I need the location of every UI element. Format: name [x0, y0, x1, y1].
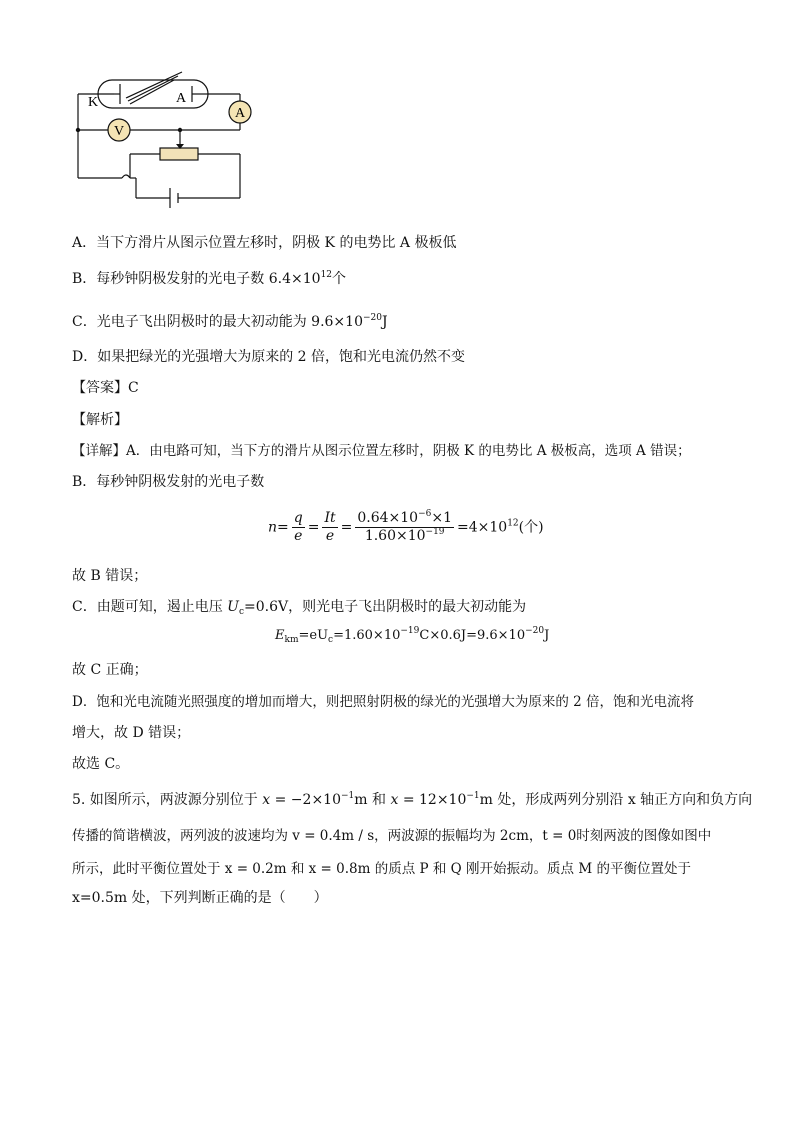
question-5-line2: 传播的简谐横波，两列波的波速均为 v = 0.4m / s，两波源的振幅均为 2cm，t = 0时刻两波的图像如图中	[72, 828, 712, 844]
detail-c: C．由题可知，遏止电压 $U_c=0.6V$，则光电子飞出阴极时的最大初动能为	[72, 599, 527, 617]
b-conclusion: 故 B 错误；	[72, 568, 148, 584]
detail-b: B．每秒钟阴极发射的光电子数	[72, 474, 265, 490]
detail-d-line1: D．饱和光电流随光照强度的增加而增大，则把照射阴极的绿光的光强增大为原来的 2 倍，饱和光电流将	[72, 694, 694, 710]
final-choice: 故选 C。	[72, 756, 130, 772]
option-b: B．每秒钟阴极发射的光电子数 $6.4\times 10^{12}$个	[72, 270, 347, 287]
cathode-label: K	[88, 95, 99, 110]
option-c: C．光电子飞出阴极时的最大初动能为 $9.6\times 10^{-20}J$	[72, 313, 388, 330]
equation-photoelectron-count: n= $\frac{q}{e}$ = $\frac{It}{e}$ = $\frac{0.64\times 10^{-6}\times 1}{1.60\times 10^{-19}}$ $=4\times 10^{12}$(个)	[268, 509, 544, 544]
rheostat	[160, 148, 198, 160]
option-d: D．如果把绿光的光强增大为原来的 2 倍，饱和光电流仍然不变	[72, 349, 466, 365]
question-5-line4: x=0.5m 处，下列判断正确的是（ ）	[72, 890, 328, 906]
voltmeter-label: V	[113, 124, 125, 139]
equation-kinetic-energy: $E_{km}=eU_c=1.60\times 10^{-19}C\times 0.6J=9.6\times 10^{-20}J$	[275, 626, 550, 645]
ammeter-label: A	[234, 106, 246, 121]
detail-d-line2: 增大，故 D 错误；	[72, 725, 191, 741]
question-5-line3: 所示，此时平衡位置处于 x = 0.2m 和 x = 0.8m 的质点 P 和 Q 刚开始振动。质点 M 的平衡位置处于	[72, 861, 691, 877]
question-5-line1: 5. 如图所示，两波源分别位于 $x = -2\times 10^{-1}m$ 和 $x = 12\times 10^{-1}m$ 处，形成两列分别沿 x 轴正方向和负方向	[72, 791, 753, 808]
circuit-diagram	[70, 68, 260, 218]
c-conclusion: 故 C 正确；	[72, 662, 148, 678]
option-a: A．当下方滑片从图示位置左移时，阴极 K 的电势比 A 极板低	[72, 235, 457, 251]
detail-a: 【详解】A．由电路可知，当下方的滑片从图示位置左移时，阴极 K 的电势比 A 极板高，选项 A 错误；	[72, 443, 691, 459]
answer: 【答案】C	[72, 380, 139, 396]
anode-label: A	[176, 91, 187, 106]
analysis-heading: 【解析】	[72, 412, 128, 428]
